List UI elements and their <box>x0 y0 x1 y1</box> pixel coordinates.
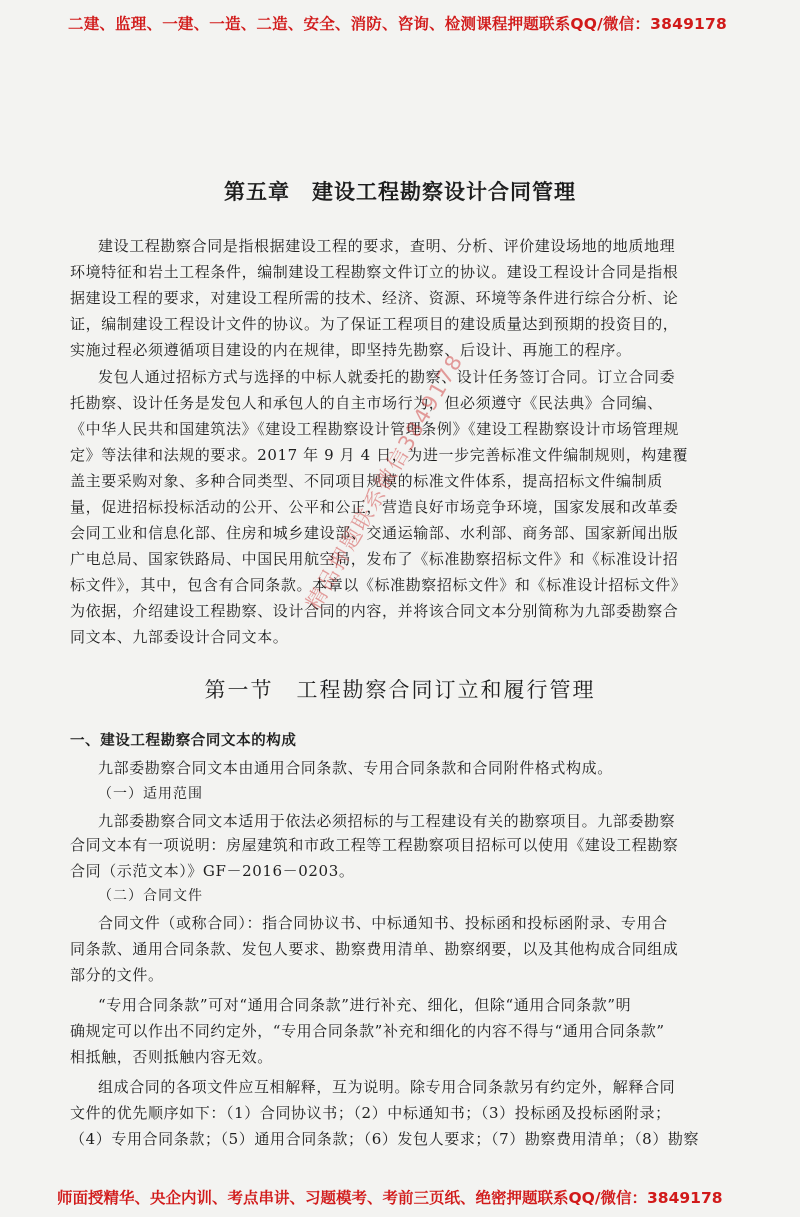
paragraph-line: 托勘察、设计任务是发包人和承包人的自主市场行为，但必须遵守《民法典》合同编、 <box>70 394 663 412</box>
paragraph-line: 会同工业和信息化部、住房和城乡建设部、交通运输部、水利部、商务部、国家新闻出版 <box>70 524 679 542</box>
paragraph-line: 文件的优先顺序如下：（1）合同协议书；（2）中标通知书；（3）投标函及投标函附录； <box>70 1104 671 1122</box>
paragraph-line: 标文件》，其中，包含有合同条款。本章以《标准勘察招标文件》和《标准设计招标文件》 <box>70 576 687 594</box>
sub-subsection-heading: （二）合同文件 <box>98 888 203 904</box>
paragraph-line: 九部委勘察合同文本适用于依法必须招标的与工程建设有关的勘察项目。九部委勘察 <box>98 812 676 830</box>
section-title: 第一节 工程勘察合同订立和履行管理 <box>204 678 596 702</box>
paragraph-line: 量，促进招标投标活动的公开、公平和公正，营造良好市场竞争环境，国家发展和改革委 <box>70 498 679 516</box>
chapter-title: 第五章 建设工程勘察设计合同管理 <box>224 180 576 204</box>
sub-subsection-heading: （一）适用范围 <box>98 786 203 802</box>
paragraph-line: 证，编制建设工程设计文件的协议。为了保证工程项目的建设质量达到预期的投资目的， <box>70 315 679 333</box>
paragraph-line: 九部委勘察合同文本由通用合同条款、专用合同条款和合同附件格式构成。 <box>98 759 613 777</box>
paragraph-line: 发包人通过招标方式与选择的中标人就委托的勘察、设计任务签订合同。订立合同委 <box>98 368 676 386</box>
paragraph-line: （4）专用合同条款；（5）通用合同条款；（6）发包人要求；（7）勘察费用清单；（8）勘察 <box>70 1130 700 1148</box>
paragraph-line: 合同文件（或称合同）：指合同协议书、中标通知书、投标函和投标函附录、专用合 <box>98 914 668 932</box>
paragraph-line: 确规定可以作出不同约定外，“专用合同条款”补充和细化的内容不得与“通用合同条款” <box>70 1022 665 1040</box>
paragraph-line: 相抵触，否则抵触内容无效。 <box>70 1048 273 1066</box>
paragraph-line: 同条款、通用合同条款、发包人要求、勘察费用清单、勘察纲要，以及其他构成合同组成 <box>70 940 679 958</box>
paragraph-line: 组成合同的各项文件应互相解释，互为说明。除专用合同条款另有约定外，解释合同 <box>98 1078 676 1096</box>
paragraph-line: 盖主要采购对象、多种合同类型、不同项目规模的标准文件体系，提高招标文件编制质 <box>70 472 663 490</box>
paragraph-line: 建设工程勘察合同是指根据建设工程的要求，查明、分析、评价建设场地的地质地理 <box>98 237 676 255</box>
watermark-text: 精品押题联系微信3849178 <box>301 349 469 614</box>
subsection-heading: 一、建设工程勘察合同文本的构成 <box>70 733 297 749</box>
paragraph-line: 据建设工程的要求，对建设工程所需的技术、经济、资源、环境等条件进行综合分析、论 <box>70 289 679 307</box>
header-advertisement: 二建、监理、一建、一造、二造、安全、消防、咨询、检测课程押题联系QQ/微信：3849178 <box>68 15 728 33</box>
paragraph-line: 广电总局、国家铁路局、中国民用航空局，发布了《标准勘察招标文件》和《标准设计招 <box>70 550 679 568</box>
paragraph-line: 合同文本有一项说明：房屋建筑和市政工程等工程勘察项目招标可以使用《建设工程勘察 <box>70 836 679 854</box>
paragraph-line: 合同（示范文本）》GF－2016－0203。 <box>70 862 355 880</box>
paragraph-line: 为依据，介绍建设工程勘察、设计合同的内容，并将该合同文本分别简称为九部委勘察合 <box>70 602 679 620</box>
footer-advertisement: 师面授精华、央企内训、考点串讲、习题模考、考前三页纸、绝密押题联系QQ/微信：3849178 <box>57 1189 723 1207</box>
paragraph-line: 部分的文件。 <box>70 966 164 984</box>
paragraph-line: 环境特征和岩土工程条件，编制建设工程勘察文件订立的协议。建设工程设计合同是指根 <box>70 263 679 281</box>
paragraph-line: 《中华人民共和国建筑法》《建设工程勘察设计管理条例》《建设工程勘察设计市场管理规 <box>70 420 680 438</box>
paragraph-line: 定》等法律和法规的要求。2017 年 9 月 4 日，为进一步完善标准文件编制规则，构建覆 <box>70 446 689 464</box>
paragraph-line: 同文本、九部委设计合同文本。 <box>70 628 289 646</box>
paragraph-line: “专用合同条款”可对“通用合同条款”进行补充、细化，但除“通用合同条款”明 <box>98 996 632 1014</box>
paragraph-line: 实施过程必须遵循项目建设的内在规律，即坚持先勘察、后设计、再施工的程序。 <box>70 341 632 359</box>
